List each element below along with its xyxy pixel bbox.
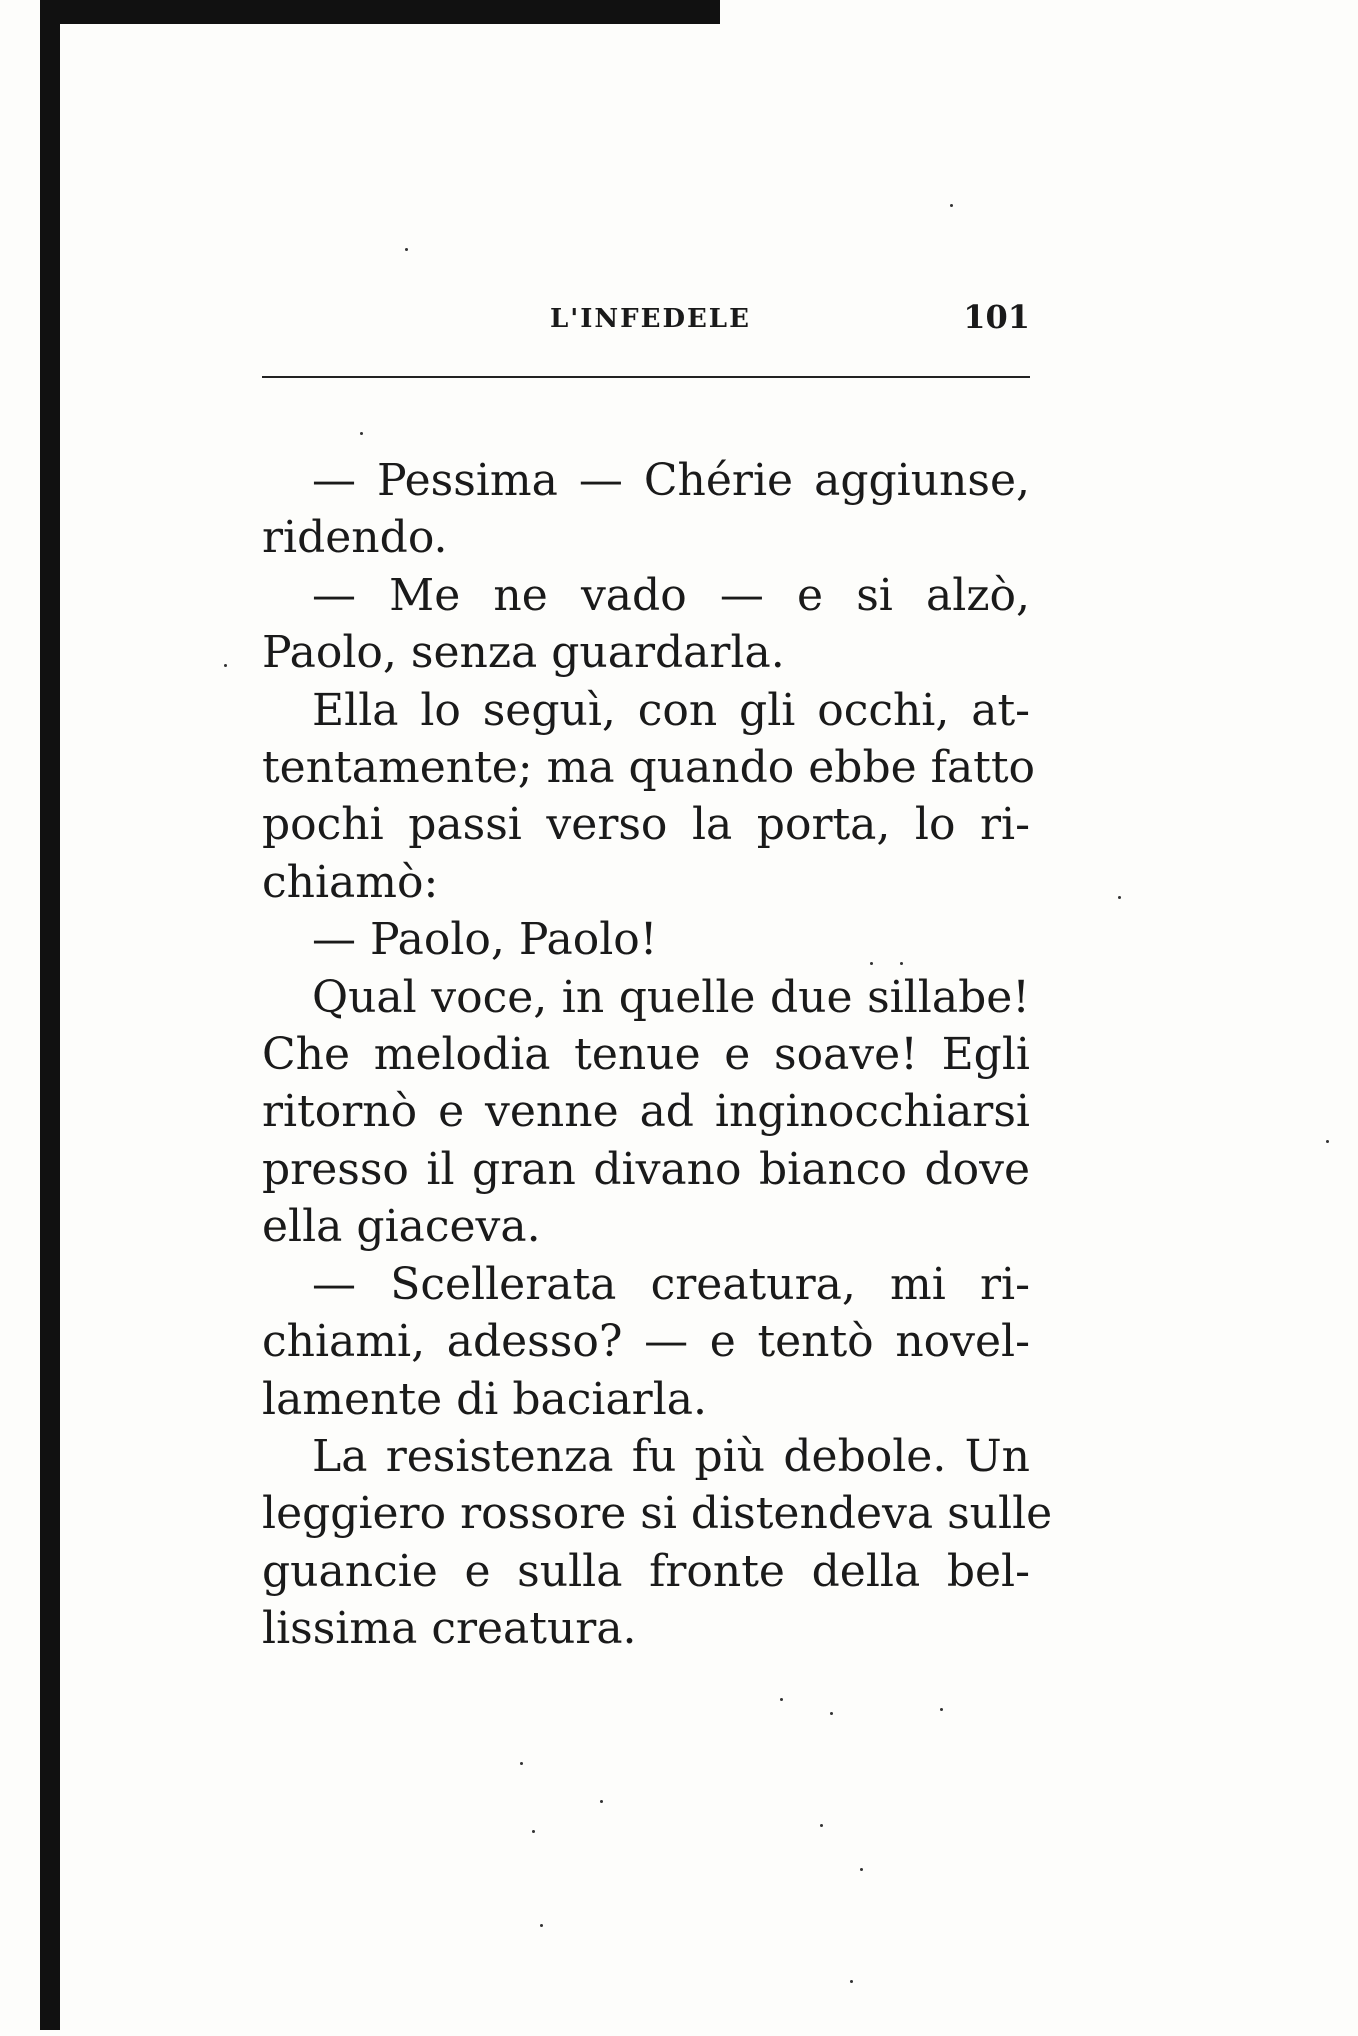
- scan-speck: [780, 1698, 783, 1701]
- scan-speck: [870, 962, 873, 965]
- scan-speck: [224, 664, 227, 667]
- text-line: Qual voce, in quelle due sillabe!: [312, 971, 1030, 1023]
- text-line: Ella lo seguì, con gli occhi, at-: [312, 684, 1030, 736]
- text-line: — Scellerata creatura, mi ri-: [312, 1258, 1030, 1310]
- scan-speck: [405, 248, 408, 251]
- text-line: chiamò:: [262, 856, 439, 908]
- scan-speck: [850, 1980, 853, 1983]
- scan-speck: [860, 1868, 863, 1871]
- text-line: chiami, adesso? — e tentò novel-: [262, 1316, 1030, 1368]
- scan-speck: [532, 1830, 535, 1833]
- text-line: Che melodia tenue e soave! Egli: [262, 1029, 1030, 1081]
- scan-speck: [940, 1708, 943, 1711]
- text-line: lamente di baciarla.: [262, 1373, 708, 1425]
- text-line: ritornò e venne ad inginocchiarsi: [262, 1086, 1030, 1138]
- page-number: 101: [963, 298, 1030, 336]
- text-line: tentamente; ma quando ebbe fatto: [262, 742, 1036, 794]
- text-line: lissima creatura.: [262, 1603, 637, 1655]
- running-title: L'INFEDELE: [550, 304, 751, 334]
- scan-speck: [540, 1924, 543, 1927]
- text-line: ridendo.: [262, 512, 448, 564]
- scan-speck: [900, 962, 903, 965]
- text-line: La resistenza fu più debole. Un: [312, 1430, 1030, 1482]
- scan-speck: [600, 1800, 603, 1803]
- scan-speck: [1326, 1140, 1329, 1143]
- text-line: ella giaceva.: [262, 1201, 541, 1253]
- scan-speck: [820, 1824, 823, 1827]
- text-line: — Paolo, Paolo!: [312, 914, 658, 966]
- text-line: — Me ne vado — e si alzò,: [312, 569, 1030, 621]
- text-line: pochi passi verso la porta, lo ri-: [262, 799, 1030, 851]
- text-line: leggiero rossore si distendeva sulle: [262, 1488, 1053, 1540]
- scan-speck: [830, 1712, 833, 1715]
- text-line: Paolo, senza guardarla.: [262, 627, 785, 679]
- text-line: guancie e sulla fronte della bel-: [262, 1545, 1030, 1597]
- scan-speck: [520, 1762, 523, 1765]
- text-line: — Pessima — Chérie aggiunse,: [312, 455, 1030, 506]
- scan-speck: [950, 204, 953, 207]
- binding-shadow-top: [40, 0, 720, 24]
- header-rule: [262, 376, 1030, 378]
- scan-speck: [360, 432, 363, 435]
- scan-speck: [1118, 896, 1121, 899]
- page-header: [260, 298, 1036, 346]
- text-line: presso il gran divano bianco dove: [262, 1143, 1030, 1195]
- binding-shadow-left: [40, 0, 60, 2030]
- body-text: [262, 452, 1053, 1658]
